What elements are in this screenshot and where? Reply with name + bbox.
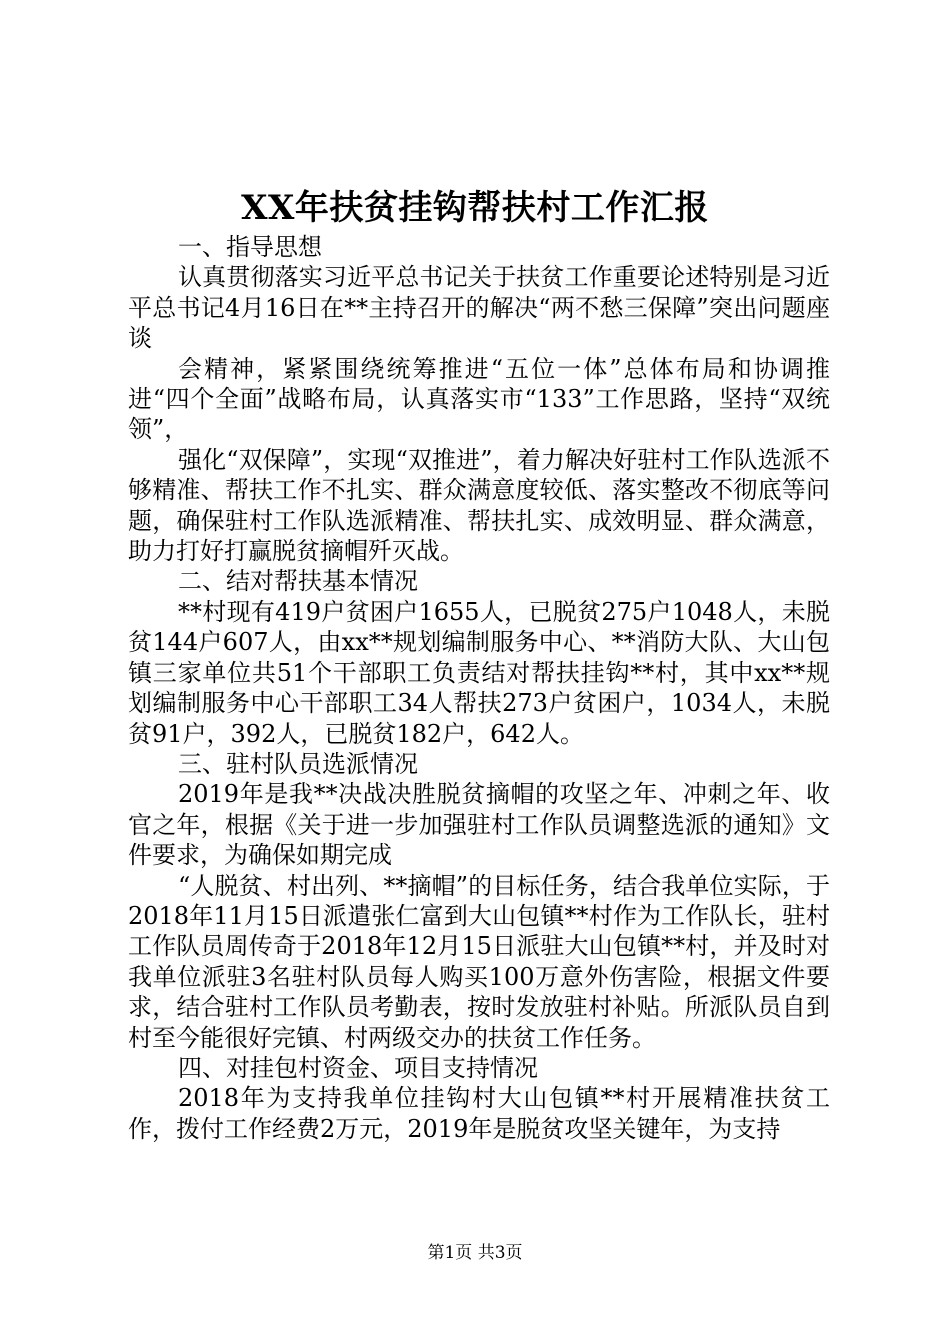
body-paragraph: 2019年是我**决战决胜脱贫摘帽的攻坚之年、冲刺之年、收官之年，根据《关于进一步加强驻村工作队员调整选派的通知》文件要求，为确保如期完成: [128, 780, 830, 870]
section-heading: 二、结对帮扶基本情况: [178, 567, 418, 596]
section-heading: 四、对挂包村资金、项目支持情况: [178, 1053, 538, 1082]
document-body: [128, 232, 830, 1144]
page-footer: 第1页 共3页: [427, 1243, 523, 1263]
body-paragraph: 强化“双保障”，实现“双推进”，着力解决好驻村工作队选派不够精准、帮扶工作不扎实、群众满意度较低、落实整改不彻底等问题，确保驻村工作队选派精准、帮扶扎实、成效明显、群众满意，助力打好打赢脱贫摘帽歼灭战。: [128, 445, 830, 566]
section-heading: 三、驻村队员选派情况: [178, 749, 418, 778]
body-paragraph: **村现有419户贫困户1655人，已脱贫275户1048人，未脱贫144户607人，由xx**规划编制服务中心、**消防大队、大山包镇三家单位共51个干部职工负责结对帮扶挂钩**村，其中xx**规划编制服务中心干部职工34人帮扶273户贫困户，1034人，未脱贫91户，392人，已脱贫182户，642人。: [128, 597, 830, 748]
section-heading: 一、指导思想: [178, 233, 322, 261]
body-paragraph: 会精神，紧紧围绕统筹推进“五位一体”总体布局和协调推进“四个全面”战略布局，认真落实市“133”工作思路，坚持“双统领”，: [128, 354, 830, 444]
body-paragraph: 2018年为支持我单位挂钩村大山包镇**村开展精准扶贫工作，拨付工作经费2万元，2019年是脱贫攻坚关键年，为支持: [128, 1084, 830, 1143]
document-title: XX年扶贫挂钩帮扶村工作汇报: [241, 188, 709, 228]
body-paragraph: “人脱贫、村出列、**摘帽”的目标任务，结合我单位实际，于2018年11月15日派遣张仁富到大山包镇**村作为工作队长，驻村工作队员周传奇于2018年12月15日派驻大山包镇**村，并及时对我单位派驻3名驻村队员每人购买100万意外伤害险，根据文件要求，结合驻村工作队员考勤表，按时发放驻村补贴。所派队员自到村至今能很好完镇、村两级交办的扶贫工作任务。: [128, 871, 830, 1052]
body-paragraph: 认真贯彻落实习近平总书记关于扶贫工作重要论述特别是习近平总书记4月16日在**主持召开的解决“两不愁三保障”突出问题座谈: [128, 263, 830, 353]
